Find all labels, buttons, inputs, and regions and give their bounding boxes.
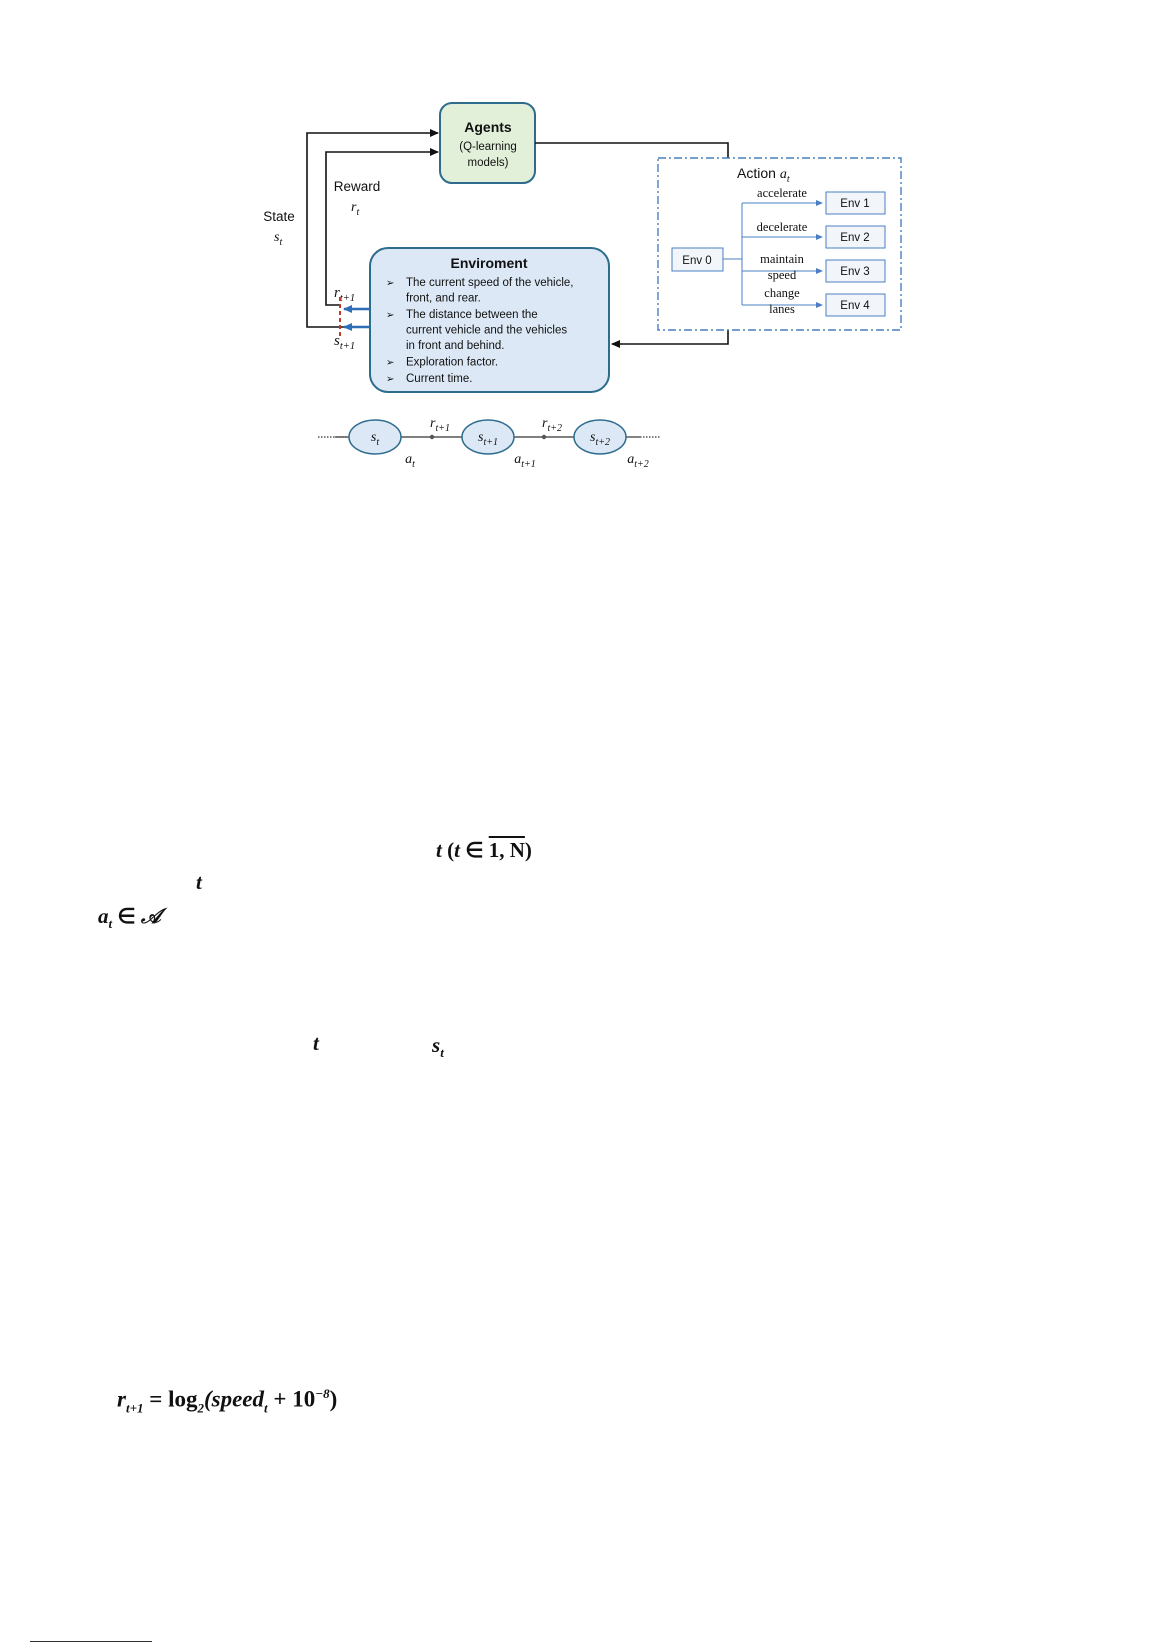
reward-label: Reward	[333, 179, 381, 194]
environment-bullet-line: in front and behind.	[406, 340, 505, 352]
action-branch-label: maintain	[760, 252, 804, 266]
action-return-arrow	[612, 330, 728, 344]
action-set-fragment: $a_t$ ∈ 𝒜	[98, 904, 161, 932]
env0-label: Env 0	[682, 255, 712, 267]
environment-node	[370, 248, 609, 392]
env-target-label: Env 4	[840, 300, 870, 312]
footnote-rule	[30, 1641, 152, 1642]
agents-subtitle-2: models)	[467, 157, 509, 169]
environment-bullet-line: Current time.	[406, 373, 473, 385]
t-fragment-2: t	[313, 1031, 319, 1055]
state-symbol: $s_t$	[274, 230, 283, 248]
agents-subtitle-1: (Q-learning	[459, 141, 517, 153]
chain-state-label: $s_{t+1}$	[478, 430, 498, 448]
bullet-marker: ➢	[386, 357, 395, 369]
action-branch-label: speed	[767, 268, 797, 282]
chain-state-label: $s_{t+2}$	[590, 430, 610, 448]
bullet-marker: ➢	[386, 310, 395, 321]
chain-reward-label: $r_{t+1}$	[430, 416, 450, 434]
environment-bullet-line: front, and rear.	[406, 292, 481, 305]
action-branch-label: lanes	[769, 302, 795, 316]
action-line-top	[535, 143, 728, 158]
environment-bullet-line: The current speed of the vehicle,	[406, 277, 574, 289]
env-target-label: Env 3	[840, 266, 870, 278]
state-chain	[318, 416, 660, 470]
reward-formula: $r_{t+1}$ = $\log_2(speed_t + 10^{-8})$	[117, 1386, 338, 1416]
rl-framework-diagram	[0, 0, 1163, 480]
state-fragment: $s_t$	[432, 1033, 444, 1061]
chain-dot	[542, 435, 546, 439]
chain-action-label: $a_t$	[405, 452, 415, 470]
action-branch-label: decelerate	[756, 220, 808, 234]
env-target-label: Env 1	[840, 198, 870, 210]
environment-bullet-line: The distance between the	[406, 309, 538, 321]
next-state-symbol: $s_{t+1}$	[334, 333, 356, 352]
action-label: Action $a_t$	[737, 165, 790, 185]
env-target-label: Env 2	[840, 232, 870, 244]
bullet-marker: ➢	[386, 374, 395, 385]
action-branch-label: accelerate	[757, 186, 807, 200]
chain-reward-label: $r_{t+2}$	[542, 416, 562, 434]
chain-action-label: $a_{t+2}$	[627, 452, 649, 470]
agents-title: Agents	[464, 119, 512, 135]
chain-dot	[430, 435, 434, 439]
chain-state-label: $s_t$	[370, 430, 380, 448]
next-reward-symbol: $r_{t+1}$	[334, 285, 356, 304]
bullet-marker: ➢	[386, 278, 395, 289]
action-branch-label: change	[764, 286, 800, 300]
environment-title: Enviroment	[450, 255, 528, 271]
env0-node	[672, 248, 723, 271]
action-branches	[742, 186, 885, 316]
reward-symbol: $r_t$	[351, 200, 360, 218]
chain-action-label: $a_{t+1}$	[514, 452, 536, 470]
time-index-fragment: t (t ∈ 1, N)	[436, 838, 532, 862]
state-label: State	[263, 209, 295, 224]
agents-node	[440, 103, 535, 183]
t-fragment: t	[196, 870, 202, 894]
environment-bullet-line: Exploration factor.	[406, 356, 499, 369]
environment-bullet-line: current vehicle and the vehicles	[406, 324, 568, 337]
